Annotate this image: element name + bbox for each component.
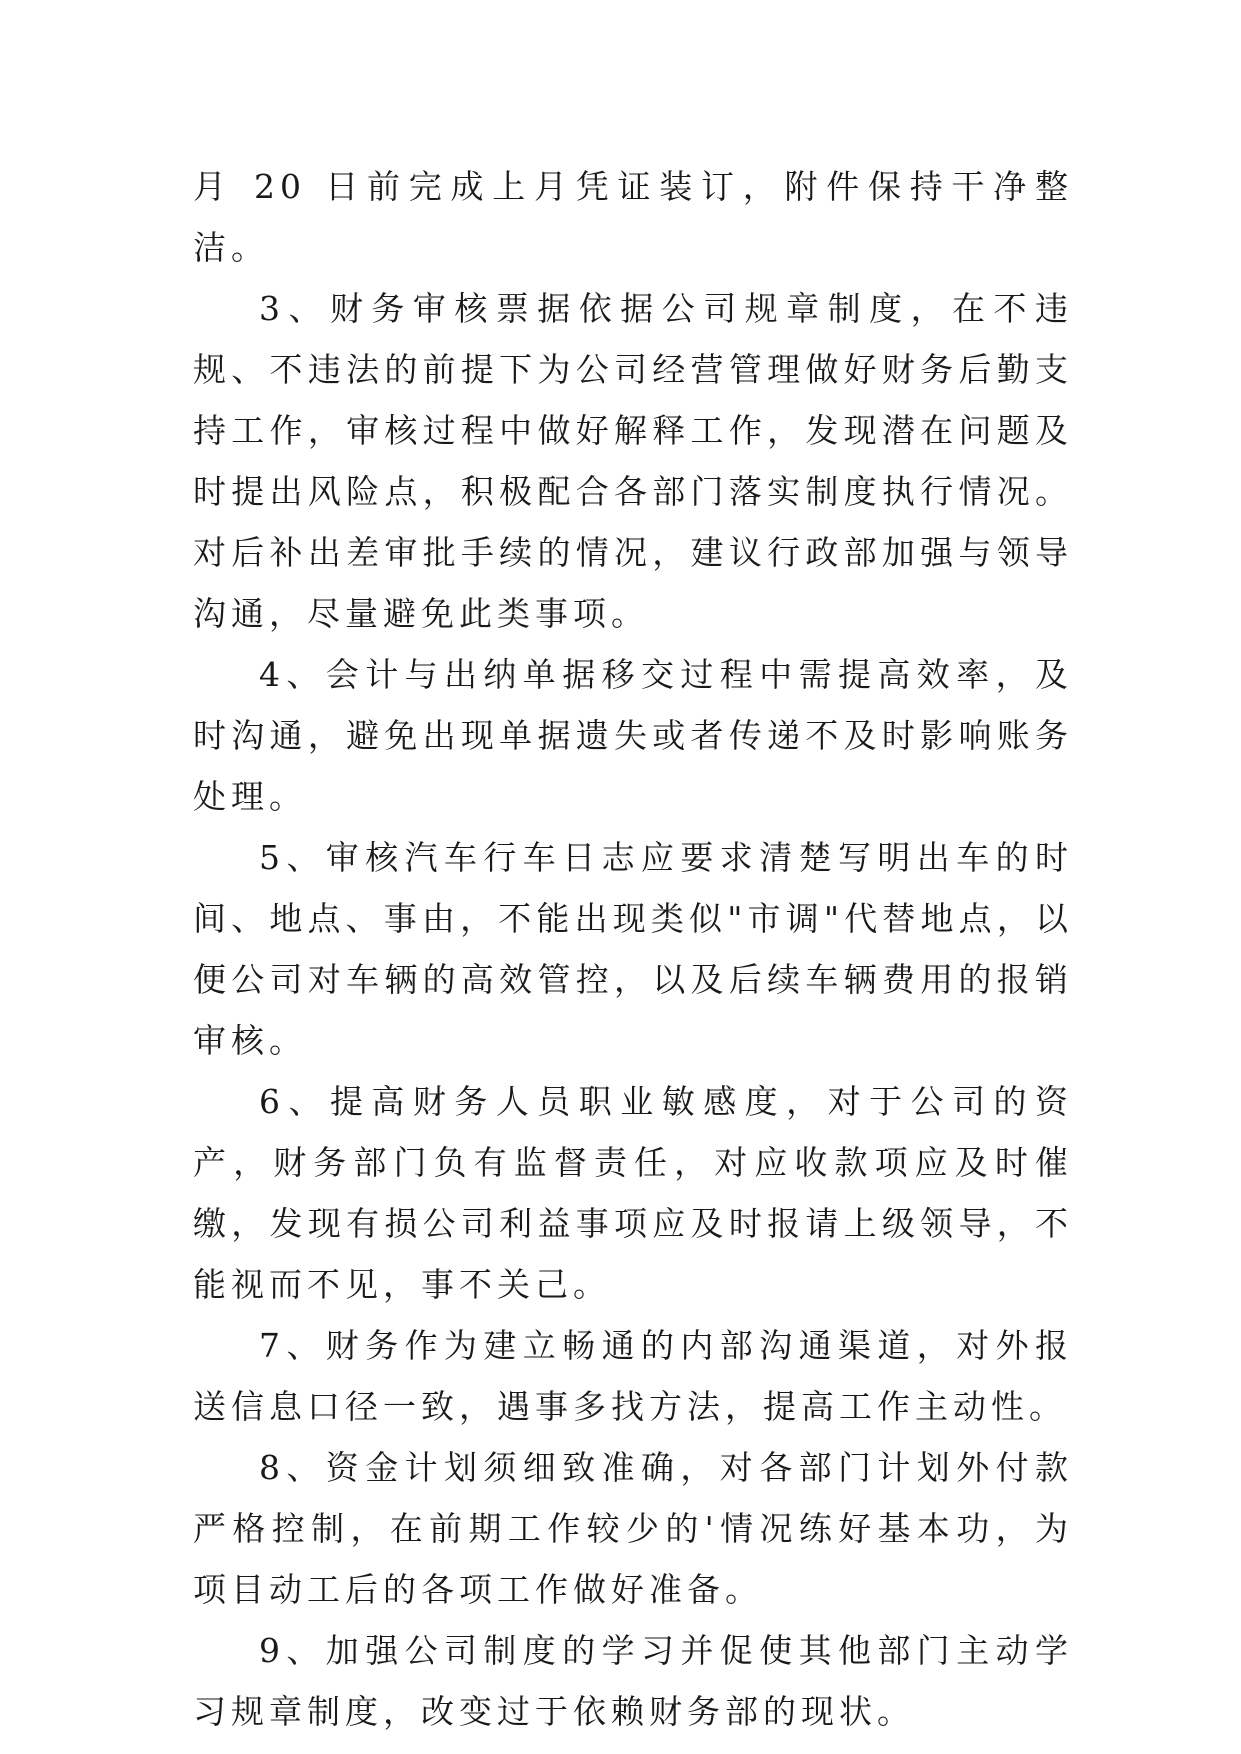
paragraph-item-8: 8、资金计划须细致准确，对各部门计划外付款严格控制，在前期工作较少的'情况练好基本功，为项目动工后的各项工作做好准备。 (193, 1448, 1073, 1609)
document-body (193, 156, 1073, 1742)
paragraph-item-9: 9、加强公司制度的学习并促使其他部门主动学习规章制度，改变过于依赖财务部的现状。 (193, 1631, 1073, 1731)
paragraph-item-3: 3、财务审核票据依据公司规章制度，在不违规、不违法的前提下为公司经营管理做好财务后勤支持工作，审核过程中做好解释工作，发现潜在问题及时提出风险点，积极配合各部门落实制度执行情况。对后补出差审批手续的情况，建议行政部加强与领导沟通，尽量避免此类事项。 (193, 289, 1073, 633)
paragraph-item-4: 4、会计与出纳单据移交过程中需提高效率，及时沟通，避免出现单据遗失或者传递不及时影响账务处理。 (193, 655, 1073, 816)
paragraph-item-6: 6、提高财务人员职业敏感度，对于公司的资产，财务部门负有监督责任，对应收款项应及时催缴，发现有损公司利益事项应及时报请上级领导，不能视而不见，事不关己。 (193, 1082, 1073, 1304)
paragraph-item-5: 5、审核汽车行车日志应要求清楚写明出车的时间、地点、事由，不能出现类似"市调"代替地点，以便公司对车辆的高效管控，以及后续车辆费用的报销审核。 (193, 838, 1073, 1060)
paragraph-continuation: 月 20 日前完成上月凭证装订，附件保持干净整洁。 (193, 167, 1073, 267)
paragraph-item-7: 7、财务作为建立畅通的内部沟通渠道，对外报送信息口径一致，遇事多找方法，提高工作主动性。 (193, 1326, 1073, 1426)
